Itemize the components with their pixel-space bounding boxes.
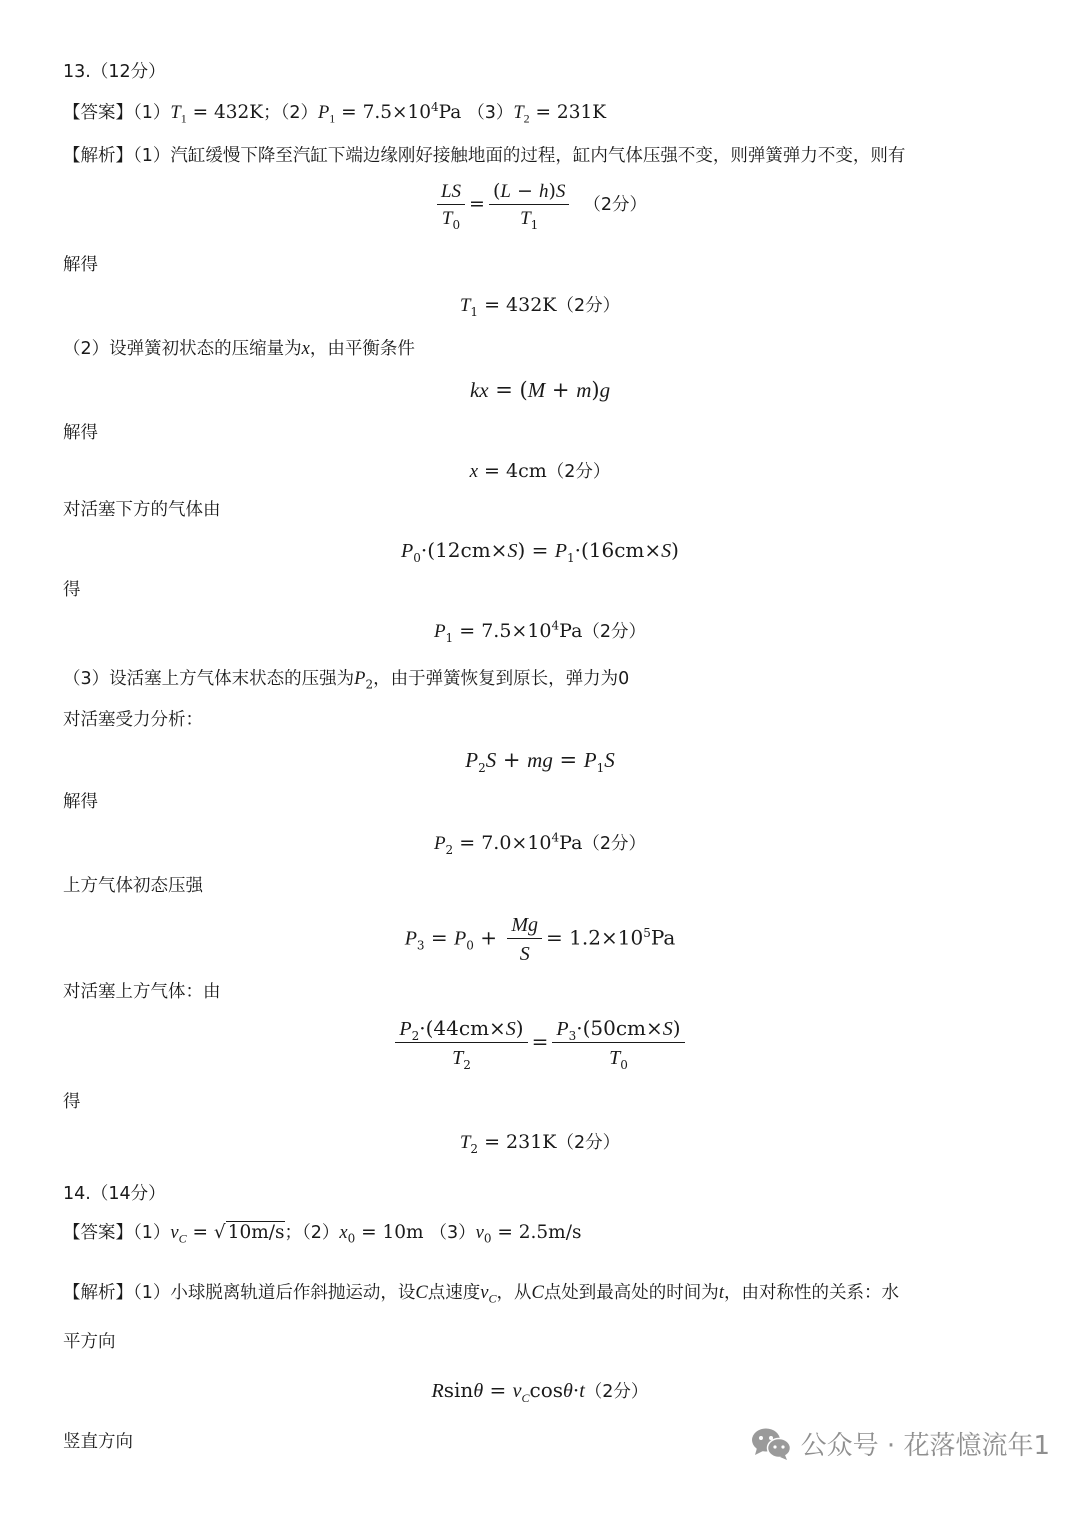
jiede-2: 解得: [63, 423, 98, 443]
q13-heading: 13.（12分）: [63, 62, 166, 82]
q13-part2-line: （2）设弹簧初状态的压缩量为x，由平衡条件: [63, 339, 415, 359]
watermark: [749, 1425, 1050, 1462]
answer-label: 【答案】: [63, 103, 133, 123]
q14-analysis-line1: 【解析】（1）小球脱离轨道后作斜抛运动，设C点速度$v_C$，从C点处到最高处的时间为t，由对称性的关系：水: [63, 1283, 899, 1306]
q14-vertical-label: 竖直方向: [63, 1432, 133, 1452]
equation-P2: $P_2 = 7.0\times 10^4Pa(2$分）: [433, 830, 647, 857]
force-analysis-label: 对活塞受力分析：: [63, 710, 203, 730]
q13-answer-line: 【答案】$(1)T_1 = 432K$；$(2)P_1 = 7.5\times 10^4Pa$ $(3)T_2 = 231K$: [63, 99, 607, 126]
gas-below-label: 对活塞下方的气体由: [63, 500, 221, 520]
jiede-1: 解得: [63, 255, 98, 275]
analysis-label: 【解析】: [63, 146, 133, 166]
equation-P3: $P_3 = P_0$ + $\frac{Mg}{S}$ = $1.2\times 10^5Pa$: [404, 914, 676, 965]
de-1: 得: [63, 580, 81, 600]
upper-gas-label: 对活塞上方气体：由: [63, 982, 221, 1002]
equation-upper-gas: $\frac{P_2\cdot(44cm\times S)}{T_2}$ = $\frac{P_3\cdot(50cm\times S)}{T_0}$: [0, 1018, 1080, 1068]
q14-answer-line: 【答案】$(1)v_C$ = √ 10m/s；$(2)x_0 = 10m$ $(3)v_0 = 2.5m/s$: [63, 1222, 582, 1246]
q14-heading: 14.（14分）: [63, 1184, 166, 1204]
q14-analysis-line2: 平方向: [63, 1332, 116, 1352]
q13-analysis-line1: 【解析】（1）汽缸缓慢下降至汽缸下端边缘刚好接触地面的过程，缸内气体压强不变，则弹簧弹力不变，则有: [63, 146, 906, 166]
q13-part3-line: （3）设活塞上方气体末状态的压强为$P_2$，由于弹簧恢复到原长，弹力为0: [63, 669, 630, 692]
equation-horizontal: $Rsin\theta = v_C\cos\theta\cdot t(2$分）: [431, 1378, 649, 1405]
equation-P1: $P_1 = 7.5\times 10^4Pa(2$分）: [433, 618, 647, 645]
equation-x: x = 4cm（2分）: [469, 460, 611, 482]
equation-boyle-below: $P_0\cdot(12cm\times S) = P_1\cdot(16cm\times S)$: [401, 538, 679, 565]
upper-initial-label: 上方气体初态压强: [63, 876, 203, 896]
equation-force: $P_2S$ + mg = $P_1S$: [465, 748, 615, 776]
de-2: 得: [63, 1092, 81, 1112]
equation-T2: $T_2 = 231K(2$分）: [459, 1131, 621, 1156]
wechat-icon: [749, 1426, 793, 1462]
equation-T1: $T_1 = 432K(2$分）: [459, 294, 621, 319]
equation-isobaric: $\frac{LS}{T_0}$ = $\frac{(L - h)S}{T_1}$ （2分）: [0, 182, 1080, 228]
jiede-3: 解得: [63, 792, 98, 812]
equation-balance: kx = (M + m)g: [469, 378, 611, 402]
watermark-text: 公众号 · 花落憶流年1: [800, 1431, 1050, 1461]
